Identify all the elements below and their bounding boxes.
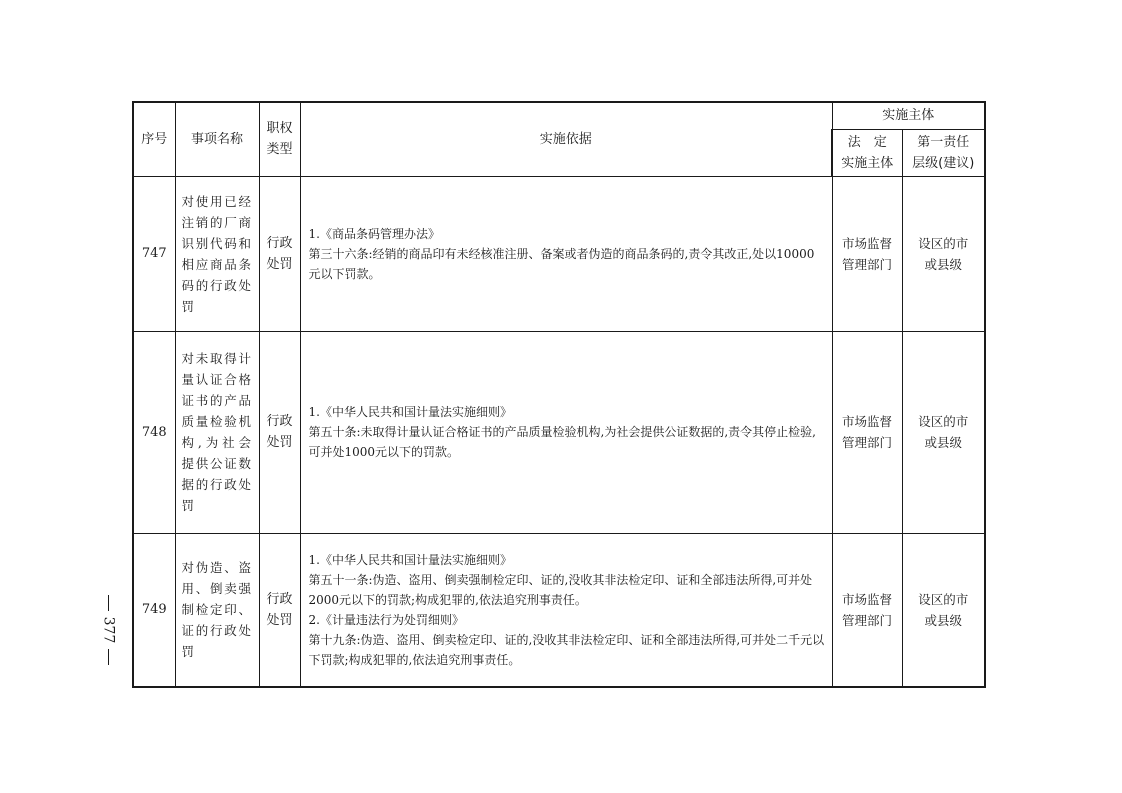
basis-line: 1.《中华人民共和国计量法实施细则》 [308, 552, 512, 567]
table-row [133, 331, 985, 533]
row-legal-body: 市场监督管理部门 [832, 176, 902, 331]
page-number [96, 595, 120, 665]
row-authority-type: 行政处罚 [259, 176, 300, 331]
header-legal-basis: 实施依据 [300, 102, 832, 176]
row-index: 749 [133, 533, 175, 687]
page-number-dash-bottom [108, 649, 109, 665]
row-item-name: 对未取得计量认证合格证书的产品质量检验机构,为社会提供公证数据的行政处罚 [175, 331, 259, 533]
table-row [133, 533, 985, 687]
header-legal-body-line1: 法 定 [847, 134, 887, 150]
page-number-dash-top [108, 595, 109, 611]
row-responsibility-level: 设区的市或县级 [902, 533, 985, 687]
basis-line: 第五十一条:伪造、盗用、倒卖强制检定印、证的,没收其非法检定印、证和全部违法所得,可并处2000元以下的罚款;构成犯罪的,依法追究刑事责任。 [308, 572, 813, 607]
row-index: 748 [133, 331, 175, 533]
basis-line: 2.《计量违法行为处罚细则》 [308, 612, 464, 627]
header-item-name: 事项名称 [175, 102, 259, 176]
row-authority-type: 行政处罚 [259, 331, 300, 533]
header-level-line1: 第一责任 [917, 134, 970, 150]
header-responsibility-level [902, 129, 985, 176]
basis-line: 第五十条:未取得计量认证合格证书的产品质量检验机构,为社会提供公证数据的,责令其停止检验,可并处1000元以下的罚款。 [308, 425, 816, 459]
row-index: 747 [133, 176, 175, 331]
row-authority-type: 行政处罚 [259, 533, 300, 687]
header-implementing-body: 实施主体 [832, 102, 985, 129]
row-legal-basis [300, 176, 832, 331]
row-responsibility-level: 设区的市或县级 [902, 331, 985, 533]
table-row [133, 176, 985, 331]
row-legal-basis [300, 331, 832, 533]
header-authority-type: 职权类型 [259, 102, 300, 176]
header-legal-body-line2: 实施主体 [841, 155, 894, 171]
row-responsibility-level: 设区的市或县级 [902, 176, 985, 331]
header-legal-body [832, 129, 902, 176]
basis-line: 第十九条:伪造、盗用、倒卖检定印、证的,没收其非法检定印、证和全部违法所得,可并处二千元以下罚款;构成犯罪的,依法追究刑事责任。 [308, 632, 825, 667]
row-legal-body: 市场监督管理部门 [832, 331, 902, 533]
row-item-name: 对伪造、盗用、倒卖强制检定印、证的行政处罚 [175, 533, 259, 687]
row-legal-body: 市场监督管理部门 [832, 533, 902, 687]
header-level-line2: 层级(建议) [912, 155, 975, 171]
row-legal-basis [300, 533, 832, 687]
basis-line: 1.《中华人民共和国计量法实施细则》 [308, 405, 512, 419]
table-header-row [133, 102, 985, 129]
header-index: 序号 [133, 102, 175, 176]
page-number-text: 377 [100, 616, 117, 644]
row-item-name: 对使用已经注销的厂商识别代码和相应商品条码的行政处罚 [175, 176, 259, 331]
penalty-items-table [132, 101, 986, 688]
basis-line: 1.《商品条码管理办法》 [308, 226, 440, 241]
basis-line: 第三十六条:经销的商品印有未经核准注册、备案或者伪造的商品条码的,责令其改正,处以10000元以下罚款。 [308, 246, 815, 281]
